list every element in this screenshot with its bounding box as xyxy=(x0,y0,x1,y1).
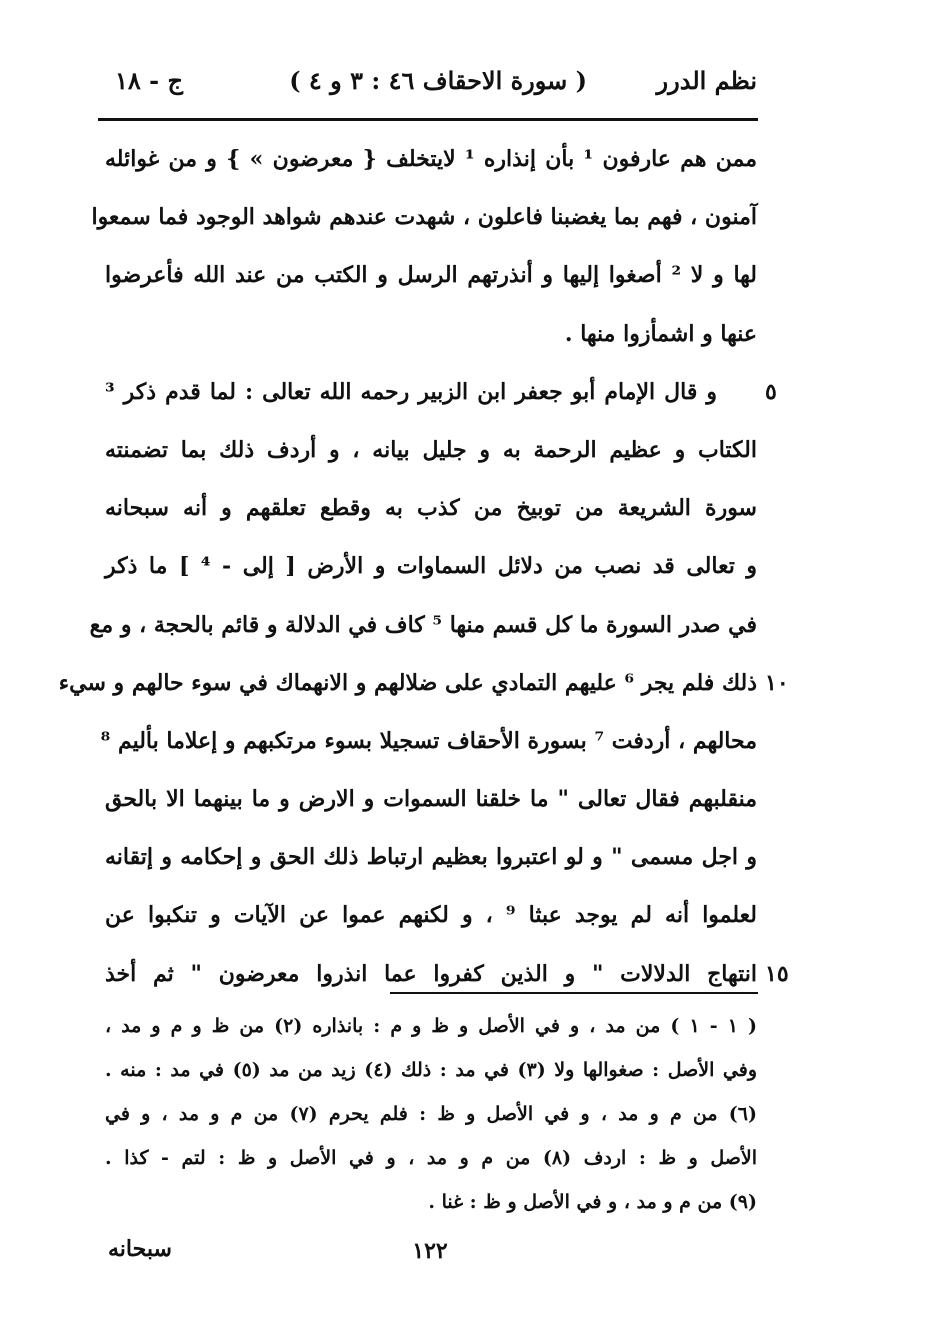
line-number: ١٠ xyxy=(765,669,789,696)
text-line: و اجل مسمى " و لو اعتبروا بعظيم ارتباط ذلك الحق و إحكامه و إتقانه xyxy=(105,844,757,871)
line-number: ٥ xyxy=(765,378,777,405)
text-line: عنها و اشمأزوا منها . xyxy=(564,320,757,347)
footnotes xyxy=(105,1004,757,1224)
book-title: نظم الدرر xyxy=(656,66,757,95)
line-number: ١٥ xyxy=(765,960,789,987)
text-line: الكتاب و عظيم الرحمة به و جليل بيانه ، و أردف ذلك بما تضمنته xyxy=(105,436,757,463)
text-line: لعلموا أنه لم يوجد عبثا ⁹ ، و لكنهم عموا عن الآيات و تنكبوا عن xyxy=(105,902,757,929)
volume-number: ج - ١٨ xyxy=(115,66,183,95)
catchword: سبحانه xyxy=(108,1236,172,1262)
page-number: ١٢٢ xyxy=(412,1238,448,1264)
footnote-line: (٦) من م و مد ، و في الأصل و ظ : فلم يحرم (٧) من م و مد ، و في xyxy=(105,1103,757,1125)
text-line: محالهم ، أردفت ⁷ بسورة الأحقاف تسجيلا بسوء مرتكبهم و إعلاما بأليم ⁸ xyxy=(100,727,757,754)
surah-reference: ( سورة الاحقاف ٤٦ : ٣ و ٤ ) xyxy=(289,66,587,95)
text-line: في صدر السورة ما كل قسم منها ⁵ كاف في الدلالة و قائم بالحجة ، و مع xyxy=(89,611,757,638)
running-header xyxy=(95,66,757,106)
text-line: و قال الإمام أبو جعفر ابن الزبير رحمه الله تعالى : لما قدم ذكر ³ xyxy=(105,378,717,405)
text-line: لها و لا ² أصغوا إليها و أنذرتهم الرسل و الكتب من عند الله فأعرضوا xyxy=(105,262,757,289)
footnote-line: وفي الأصل : صغوالها ولا (٣) في مد : ذلك (٤) زيد من مد (٥) في مد : منه . xyxy=(105,1059,758,1081)
text-line: ممن هم عارفون ¹ بأن إنذاره ¹ لايتخلف { معرضون » } و من غوائله xyxy=(105,146,757,172)
text-line: انتهاج الدلالات " و الذين كفروا عما انذروا معرضون " ثم أخذ xyxy=(105,960,757,987)
text-line: آمنون ، فهم بما يغضبنا فاعلون ، شهدت عندهم شواهد الوجود فما سمعوا xyxy=(91,204,757,231)
header-rule xyxy=(98,118,758,121)
text-line: و تعالى قد نصب من دلائل السماوات و الأرض [ إلى - ⁴ ] ما ذكر xyxy=(105,553,757,580)
text-line: ذلك فلم يجر ⁶ عليهم التمادي على ضلالهم و الانهماك في سوء حالهم و سيء xyxy=(58,669,757,696)
footnote-line: ( ١ - ١ ) من مد ، و في الأصل و ظ و م : بانذاره (٢) من ظ و م و مد ، xyxy=(105,1015,758,1037)
main-text xyxy=(58,130,757,1003)
text-line: منقلبهم فقال تعالى " ما خلقنا السموات و الارض و ما بينهما الا بالحق xyxy=(105,786,757,813)
footnote-line: (٩) من م و مد ، و في الأصل و ظ : غنا . xyxy=(428,1191,757,1213)
footnote-rule xyxy=(390,992,758,994)
text-line: سورة الشريعة من توبيخ من كذب به وقطع تعلقهم و أنه سبحانه xyxy=(105,495,757,522)
footnote-line: الأصل و ظ : اردف (٨) من م و مد ، و في الأصل و ظ : لتم - كذا . xyxy=(105,1147,758,1169)
